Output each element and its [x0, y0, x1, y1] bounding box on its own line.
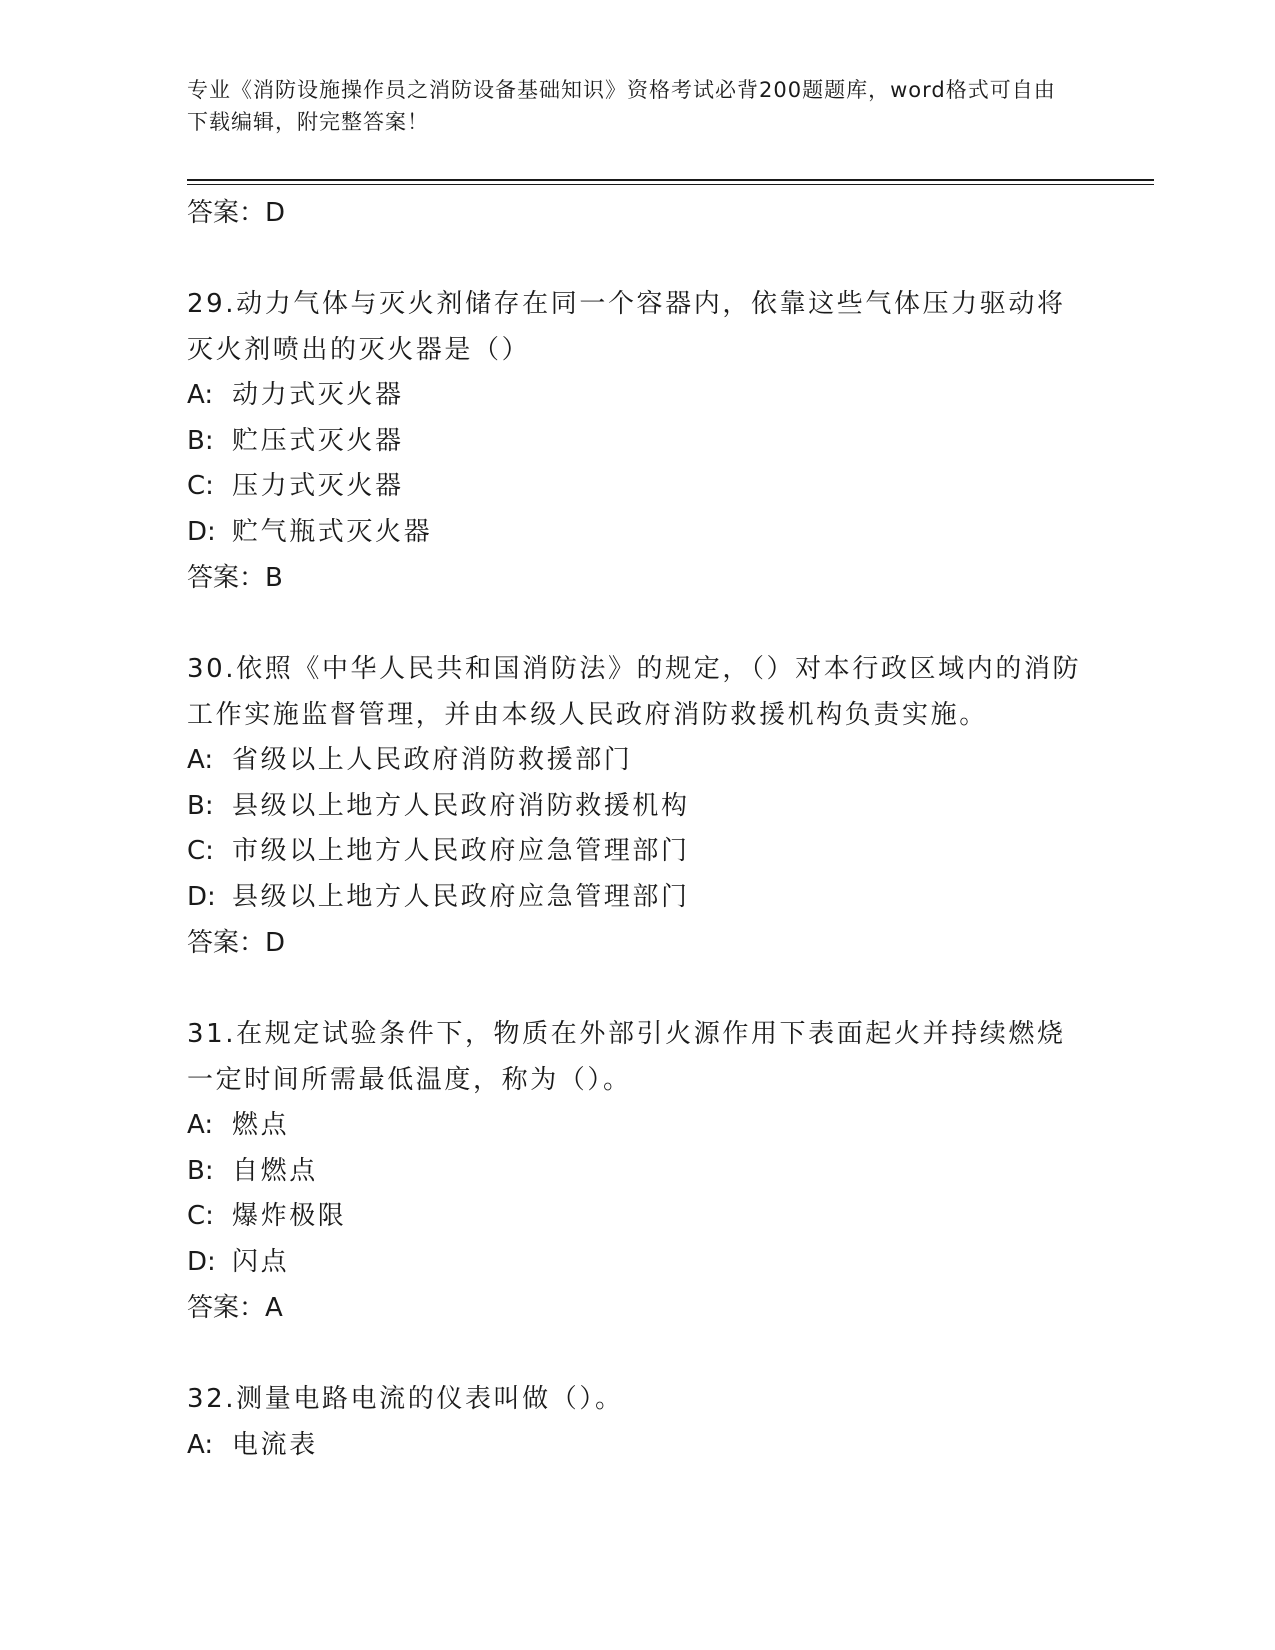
header-divider-thin	[187, 184, 1154, 185]
option-c	[187, 1194, 1087, 1240]
question-stem: 29.动力气体与灭火剂储存在同一个容器内，依靠这些气体压力驱动将灭火剂喷出的灭火器是（）	[187, 289, 1066, 365]
option-d	[187, 510, 1087, 556]
question-30	[187, 647, 1087, 966]
question-stem: 30.依照《中华人民共和国消防法》的规定，（）对本行政区域内的消防工作实施监督管理，并由本级人民政府消防救援机构负责实施。	[187, 654, 1082, 730]
option-d	[187, 1240, 1087, 1286]
option-letter: C:	[187, 836, 214, 866]
option-text: 压力式灭火器	[232, 471, 404, 501]
option-text: 县级以上地方人民政府应急管理部门	[232, 881, 690, 912]
option-text: 省级以上人民政府消防救援部门	[232, 745, 633, 775]
option-text: 燃点	[232, 1110, 290, 1140]
option-a	[187, 1103, 1087, 1149]
option-text: 贮压式灭火器	[232, 425, 404, 456]
option-letter: B:	[187, 425, 214, 456]
answer-line: 答案：A	[187, 1293, 283, 1323]
option-text: 自燃点	[232, 1155, 318, 1186]
question-32	[187, 1377, 1087, 1468]
question-31	[187, 1012, 1087, 1331]
option-a	[187, 373, 1087, 419]
option-text: 贮气瓶式灭火器	[232, 516, 433, 547]
option-text: 电流表	[232, 1429, 318, 1460]
option-b	[187, 419, 1087, 465]
option-b	[187, 1149, 1087, 1195]
option-text: 闪点	[232, 1246, 290, 1277]
option-letter: A:	[187, 745, 214, 775]
option-letter: C:	[187, 1201, 214, 1231]
option-text: 动力式灭火器	[232, 380, 404, 410]
header-divider-thick	[187, 179, 1154, 181]
question-stem: 32.测量电路电流的仪表叫做（）。	[187, 1384, 624, 1414]
question-29	[187, 282, 1087, 601]
answer-line: 答案：D	[187, 928, 286, 958]
option-d	[187, 875, 1087, 921]
question-stem: 31.在规定试验条件下，物质在外部引火源作用下表面起火并持续燃烧一定时间所需最低温度，称为（）。	[187, 1019, 1066, 1095]
option-text: 县级以上地方人民政府消防救援机构	[232, 790, 690, 821]
option-letter: B:	[187, 1155, 214, 1186]
answer-line: 答案：B	[187, 563, 283, 593]
option-a	[187, 1423, 1087, 1469]
option-letter: C:	[187, 471, 214, 501]
option-letter: D:	[187, 881, 216, 912]
document-header: 专业《消防设施操作员之消防设备基础知识》资格考试必背200题题库，word格式可自由下载编辑，附完整答案！	[187, 78, 1056, 134]
option-letter: A:	[187, 1110, 214, 1140]
option-letter: D:	[187, 516, 216, 547]
option-c	[187, 829, 1087, 875]
option-letter: A:	[187, 1429, 214, 1460]
answer-line: 答案：D	[187, 198, 286, 228]
option-letter: D:	[187, 1246, 216, 1277]
option-letter: A:	[187, 380, 214, 410]
question-list	[187, 190, 1087, 1468]
option-letter: B:	[187, 790, 214, 821]
option-a	[187, 738, 1087, 784]
option-b	[187, 784, 1087, 830]
option-text: 爆炸极限	[232, 1201, 347, 1231]
option-text: 市级以上地方人民政府应急管理部门	[232, 836, 690, 866]
option-c	[187, 464, 1087, 510]
